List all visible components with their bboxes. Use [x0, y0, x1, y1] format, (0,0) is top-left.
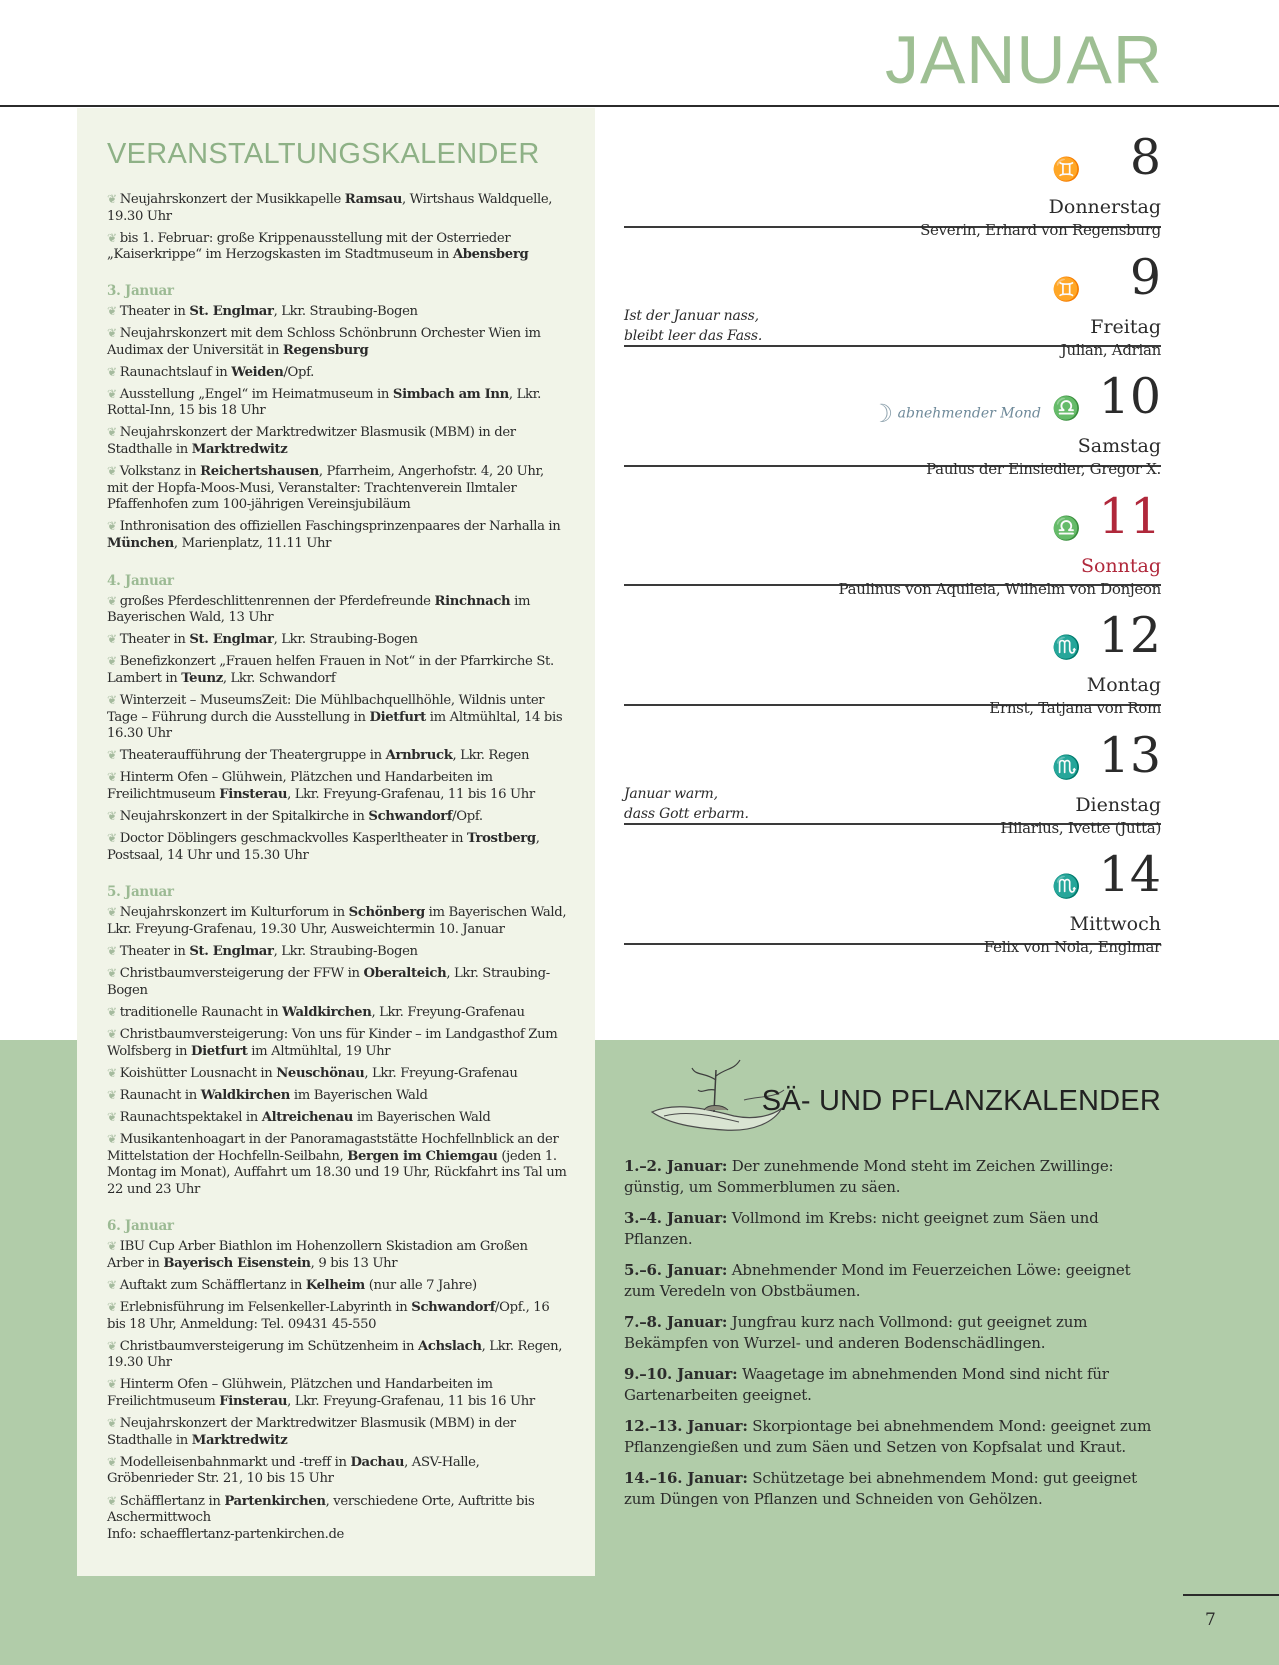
event-text: (nur alle 7 Jahre): [364, 1278, 477, 1293]
leaf-bullet-icon: ❦: [107, 1300, 117, 1315]
day-entry: [624, 108, 1161, 239]
saints-names: Hilarius, Ivette (Jutta): [1000, 818, 1161, 837]
event-text: im Altmühltal, 19 Uhr: [247, 1043, 391, 1059]
leaf-bullet-icon: ❦: [107, 1131, 117, 1146]
event-place: St. Englmar: [189, 632, 274, 648]
event-item: [107, 424, 567, 458]
event-text: Theater in: [119, 632, 190, 648]
event-place: Schwandorf: [411, 1300, 496, 1316]
leaf-bullet-icon: ❦: [107, 944, 117, 959]
event-date-heading: 6. Januar: [107, 1218, 174, 1235]
saints-names: Ernst, Tatjana von Rom: [989, 699, 1161, 717]
event-text: Raunachtspektakel in: [119, 1109, 262, 1125]
event-text: im Bayerischen Wald, 13 Uhr: [107, 593, 531, 626]
event-place: München: [107, 536, 174, 551]
planting-date: 14.–16. Januar:: [624, 1469, 748, 1487]
event-item: [107, 325, 567, 359]
zodiac-sign-icon: ♊: [1052, 157, 1081, 183]
event-text: , Lkr. Rottal-Inn, 15 bis 18 Uhr: [107, 386, 541, 419]
event-text: /Opf.: [283, 364, 315, 380]
event-text: , Lkr. Straubing-Bogen: [273, 944, 418, 960]
weekday: Sonntag: [1080, 554, 1161, 577]
planting-item: [624, 1208, 1161, 1250]
leaf-bullet-icon: ❦: [107, 1278, 117, 1292]
leaf-bullet-icon: ❦: [107, 1004, 117, 1019]
event-text: traditionelle Raunacht in: [119, 1004, 283, 1020]
event-place: St. Englmar: [189, 303, 274, 319]
day-number: 10: [1098, 368, 1161, 425]
event-place: Bergen im Chiemgau: [347, 1148, 498, 1164]
event-text: Raunachtslauf in: [119, 364, 232, 380]
leaf-bullet-icon: ❦: [107, 748, 117, 763]
planting-date: 7.–8. Januar:: [624, 1313, 728, 1331]
event-item: [107, 1299, 567, 1333]
event-place: Kelheim: [305, 1278, 365, 1293]
event-item: [107, 965, 567, 999]
leaf-bullet-icon: ❦: [107, 593, 117, 608]
event-date-heading: 5. Januar: [107, 884, 174, 901]
event-item: [107, 463, 567, 514]
event-text: , Lkr. Freyung-Grafenau: [364, 1065, 518, 1081]
event-text: im Altmühltal, 14 bis 16.30 Uhr: [107, 709, 563, 742]
event-text: , Wirtshaus Waldquelle, 19.30 Uhr: [107, 192, 553, 224]
day-entry: [624, 825, 1161, 956]
event-text: Theater in: [119, 944, 190, 960]
planting-item: [624, 1260, 1161, 1302]
planting-date: 5.–6. Januar:: [624, 1261, 728, 1279]
event-text: Christbaumversteigerung der FFW in: [119, 966, 364, 982]
event-text: , verschiedene Orte, Auftritte bis Aschermittwoch: [107, 1493, 535, 1526]
event-item: [107, 943, 567, 961]
leaf-bullet-icon: ❦: [107, 364, 117, 379]
leaf-bullet-icon: ❦: [107, 1026, 117, 1041]
leaf-bullet-icon: ❦: [107, 1377, 117, 1392]
event-text: , Pfarrheim, Angerhofstr. 4, 20 Uhr, mit der Hopfa-Moos-Musi, Veranstalter: Trachtenverein Ilmtaler Pfaffenhofen zum 100-jährigen Vereinsjubiläum: [107, 464, 544, 513]
weekday: Mittwoch: [1069, 913, 1161, 935]
event-text: Benefizkonzert „Frauen helfen Frauen in Not“ in der Pfarrkirche St. Lambert in: [107, 654, 554, 686]
saying-line: dass Gott erbarm.: [624, 805, 749, 822]
event-item: [107, 518, 567, 552]
weekday: Montag: [1086, 674, 1161, 696]
leaf-bullet-icon: ❦: [107, 230, 117, 245]
event-text: , 9 bis 13 Uhr: [310, 1255, 398, 1271]
event-item: [107, 1493, 567, 1544]
event-text: Raunacht in: [119, 1087, 201, 1103]
planting-item: [624, 1416, 1161, 1458]
event-place: Regensburg: [282, 342, 369, 358]
zodiac-sign-icon: ♊: [1052, 276, 1081, 303]
event-text: , Lkr. Straubing-Bogen: [107, 966, 550, 998]
event-text: im Bayerischen Wald: [352, 1109, 491, 1125]
event-text: , Lkr. Freyung-Grafenau, 11 bis 16 Uhr: [287, 1394, 535, 1410]
leaf-bullet-icon: ❦: [107, 1065, 117, 1080]
event-text: Koishütter Lousnacht in: [119, 1065, 277, 1081]
event-item: [107, 1277, 567, 1295]
event-text: Theateraufführung der Theatergruppe in: [119, 748, 386, 764]
zodiac-sign-icon: ♏: [1052, 635, 1081, 661]
event-text: Inthronisation des offiziellen Faschingsprinzenpaares der Narhalla in: [119, 519, 561, 535]
weather-saying: [624, 306, 762, 346]
waning-moon-icon: ☽: [870, 399, 894, 428]
event-text: Erlebnisführung im Felsenkeller-Labyrinth in: [119, 1300, 412, 1316]
event-text: großes Pferdeschlittenrennen der Pferdefreunde: [119, 593, 435, 609]
saying-line: bleibt leer das Fass.: [624, 327, 763, 344]
leaf-bullet-icon: ❦: [107, 519, 117, 534]
event-text: /Opf.: [452, 809, 483, 825]
event-place: Finsterau: [219, 1394, 288, 1410]
weekday: Donnerstag: [1048, 196, 1161, 218]
zodiac-sign-icon: ♏: [1052, 874, 1081, 900]
event-text: , Marienplatz, 11.11 Uhr: [173, 536, 332, 551]
event-text: , Lkr. Freyung-Grafenau, 11 bis 16 Uhr: [287, 787, 535, 803]
leaf-bullet-icon: ❦: [107, 1239, 117, 1254]
event-text: Musikantenhoagart in der Panoramagaststätte Hochfellnblick an der Mittelstation der Hochfelln-Seilbahn,: [107, 1131, 559, 1164]
event-text: Theater in: [119, 303, 190, 319]
leaf-bullet-icon: ❦: [107, 464, 117, 479]
day-number: 14: [1098, 846, 1161, 903]
weekday: Samstag: [1077, 435, 1161, 457]
leaf-bullet-icon: ❦: [107, 654, 117, 669]
event-place: Reichertshausen: [200, 464, 319, 480]
planting-title: SÄ- UND PFLANZKALENDER: [761, 1085, 1161, 1117]
planting-date: 9.–10. Januar:: [624, 1365, 738, 1383]
event-text: Doctor Döblingers geschmackvolles Kasperltheater in: [119, 831, 467, 847]
event-item: [107, 631, 567, 649]
leaf-bullet-icon: ❦: [107, 831, 117, 846]
event-item: [107, 364, 567, 382]
leaf-bullet-icon: ❦: [107, 770, 117, 785]
saints-names: Severin, Erhard von Regensburg: [920, 221, 1161, 239]
leaf-bullet-icon: ❦: [107, 425, 117, 440]
event-text: , Lkr. Freyung-Grafenau: [371, 1004, 525, 1020]
event-text: Neujahrskonzert der Musikkapelle: [119, 192, 345, 207]
event-item: [107, 303, 567, 321]
event-place: Oberalteich: [363, 966, 447, 982]
event-item: [107, 1065, 567, 1083]
event-item: [107, 808, 567, 826]
leaf-bullet-icon: ❦: [107, 1416, 117, 1431]
event-place: Waldkirchen: [200, 1087, 291, 1103]
event-place: Altreichenau: [261, 1109, 353, 1125]
leaf-bullet-icon: ❦: [107, 966, 117, 981]
weekday: Freitag: [1090, 315, 1161, 338]
event-place: Achslach: [417, 1338, 482, 1354]
saints-names: Julian, Adrian: [1060, 340, 1161, 359]
planting-item: [624, 1156, 1161, 1198]
event-item: [107, 1338, 567, 1372]
saints-names: Felix von Nola, Englmar: [983, 938, 1161, 956]
event-text: , Lkr. Regen: [452, 748, 530, 764]
event-text: Neujahrskonzert der Marktredwitzer Blasmusik (MBM) in der Stadthalle in: [107, 1416, 516, 1448]
event-text: /Opf., 16 bis 18 Uhr, Anmeldung: Tel. 09431 45-550: [107, 1300, 550, 1332]
event-text: Hinterm Ofen – Glühwein, Plätzchen und Handarbeiten im Freilichtmuseum: [107, 770, 493, 803]
event-text: , Lkr. Regen, 19.30 Uhr: [107, 1338, 563, 1371]
event-place: Waldkirchen: [282, 1004, 372, 1020]
event-date-heading: 3. Januar: [107, 282, 174, 299]
event-text: Winterzeit – MuseumsZeit: Die Mühlbachquellhöhle, Wildnis unter Tage – Führung durch die Ausstellung in: [107, 693, 545, 725]
event-text: (jeden 1. Montag im Monat), Auffahrt um 18.30 und 19 Uhr, Rückfahrt ins Tal um 22 und 23 Uhr: [107, 1148, 567, 1197]
moon-phase: [871, 399, 1041, 428]
events-title: VERANSTALTUNGSKALENDER: [107, 138, 540, 170]
event-place: Schönberg: [348, 905, 425, 921]
leaf-bullet-icon: ❦: [107, 325, 117, 340]
moon-phase-label: abnehmender Mond: [897, 405, 1041, 422]
event-place: Weiden: [231, 364, 284, 380]
event-text: Modelleisenbahnmarkt und -treff in: [119, 1454, 351, 1470]
header-rule: [0, 105, 1279, 107]
event-place: Abensberg: [452, 247, 529, 263]
planting-text: Vollmond im Krebs: nicht geeignet zum Säen und Pflanzen.: [624, 1209, 1099, 1248]
event-item: [107, 1004, 567, 1022]
planting-text: Waagetage im abnehmenden Mond sind nicht für Gartenarbeiten geeignet.: [624, 1365, 1109, 1404]
event-item: [107, 191, 567, 225]
event-date-heading: 4. Januar: [107, 572, 174, 589]
leaf-bullet-icon: ❦: [107, 192, 117, 206]
leaf-bullet-icon: ❦: [107, 1493, 117, 1508]
saints-names: Paulus der Einsiedler, Gregor X.: [926, 460, 1161, 478]
leaf-bullet-icon: ❦: [107, 386, 117, 401]
planting-text: Jungfrau kurz nach Vollmond: gut geeignet zum Bekämpfen von Wurzel- und anderen Bodenschädlingen.: [624, 1313, 1088, 1352]
zodiac-sign-icon: ♎: [1052, 515, 1081, 542]
event-place: Finsterau: [219, 787, 288, 803]
event-item: [107, 1238, 567, 1272]
weather-saying: [624, 784, 749, 824]
event-place: Bayerisch Eisenstein: [163, 1255, 311, 1271]
events-panel: [77, 108, 595, 1576]
day-calendar: [624, 108, 1161, 956]
event-text: , Postsaal, 14 Uhr und 15.30 Uhr: [107, 831, 540, 863]
planting-list: [624, 1156, 1161, 1520]
planting-date: 3.–4. Januar:: [624, 1209, 728, 1227]
event-item: [107, 1087, 567, 1105]
zodiac-sign-icon: ♎: [1052, 396, 1081, 422]
event-item: [107, 593, 567, 627]
event-place: Dietfurt: [369, 709, 426, 725]
event-text: Hinterm Ofen – Glühwein, Plätzchen und Handarbeiten im Freilichtmuseum: [107, 1377, 493, 1410]
event-item: [107, 692, 567, 743]
leaf-bullet-icon: ❦: [107, 1087, 117, 1102]
event-text: , Lkr. Straubing-Bogen: [273, 632, 418, 648]
day-number: 13: [1098, 726, 1161, 784]
event-text: , Lkr. Straubing-Bogen: [273, 303, 418, 319]
event-text: Christbaumversteigerung im Schützenheim in: [119, 1338, 418, 1354]
event-text: , ASV-Halle, Gröbenrieder Str. 21, 10 bis 15 Uhr: [107, 1454, 480, 1487]
event-text: Ausstellung „Engel“ im Heimatmuseum in: [119, 386, 393, 402]
page-number: 7: [1205, 1610, 1216, 1630]
event-text: Christbaumversteigerung: Von uns für Kinder – im Landgasthof Zum Wolfsberg in: [107, 1026, 558, 1059]
event-item: [107, 1131, 567, 1198]
planting-date: 1.–2. Januar:: [624, 1157, 728, 1175]
saints-names: Paulinus von Aquileia, Wilhelm von Donjeon: [838, 579, 1161, 598]
day-entry: [624, 586, 1161, 717]
planting-item: [624, 1468, 1161, 1510]
leaf-bullet-icon: ❦: [107, 303, 117, 318]
events-list: [107, 191, 567, 1543]
event-place: Rinchnach: [434, 593, 511, 609]
event-item: [107, 904, 567, 938]
day-entry: [624, 706, 1161, 837]
event-item: [107, 653, 567, 687]
event-place: Arnbruck: [385, 748, 453, 764]
event-text: Volkstanz in: [119, 464, 201, 480]
saying-line: Ist der Januar nass,: [624, 307, 759, 324]
page-number-rule: [1183, 1594, 1279, 1596]
event-item: [107, 1415, 567, 1449]
event-text: Neujahrskonzert im Kulturforum in: [119, 905, 349, 921]
leaf-bullet-icon: ❦: [107, 1338, 117, 1353]
leaf-bullet-icon: ❦: [107, 632, 117, 647]
event-item: [107, 1026, 567, 1060]
planting-text: Schützetage bei abnehmendem Mond: gut geeignet zum Düngen von Pflanzen und Schneiden von Gehölzen.: [624, 1469, 1137, 1508]
event-item: [107, 769, 567, 803]
event-item: [107, 386, 567, 420]
day-number: 12: [1098, 607, 1161, 664]
leaf-bullet-icon: ❦: [107, 809, 117, 824]
event-text: im Bayerischen Wald, Lkr. Freyung-Grafenau, 19.30 Uhr, Ausweichtermin 10. Januar: [107, 905, 567, 937]
event-text: im Bayerischen Wald: [290, 1087, 428, 1103]
event-place: Neuschönau: [276, 1065, 365, 1081]
event-item: [107, 1376, 567, 1410]
day-entry: [624, 228, 1161, 359]
planting-item: [624, 1312, 1161, 1354]
planting-date: 12.–13. Januar:: [624, 1417, 748, 1435]
day-number: 9: [1129, 248, 1161, 306]
event-place: Partenkirchen: [224, 1493, 326, 1509]
leaf-bullet-icon: ❦: [107, 693, 117, 708]
event-text: Neujahrskonzert der Marktredwitzer Blasmusik (MBM) in der Stadthalle in: [107, 425, 516, 458]
event-place: Marktredwitz: [191, 442, 288, 458]
event-place: Marktredwitz: [191, 1432, 288, 1448]
leaf-bullet-icon: ❦: [107, 1109, 117, 1124]
planting-item: [624, 1364, 1161, 1406]
day-entry: [624, 467, 1161, 598]
zodiac-sign-icon: ♏: [1052, 754, 1081, 781]
event-item: [107, 1109, 567, 1127]
event-place: Trostberg: [466, 831, 536, 847]
event-text: Info: schaefflertanz-partenkirchen.de: [107, 1526, 345, 1542]
planting-text: Abnehmender Mond im Feuerzeichen Löwe: geeignet zum Veredeln von Obstbäumen.: [624, 1261, 1131, 1300]
day-entry: [624, 347, 1161, 478]
event-place: St. Englmar: [189, 944, 274, 960]
weekday: Dienstag: [1075, 793, 1161, 816]
month-title: JANUAR: [884, 22, 1163, 98]
day-number: 11: [1098, 487, 1161, 545]
event-item: [107, 230, 567, 264]
event-place: Ramsau: [344, 192, 402, 207]
event-text: , Lkr. Schwandorf: [222, 670, 336, 686]
event-place: Dachau: [350, 1454, 405, 1470]
event-text: bis 1. Februar: große Krippenausstellung mit der Osterrieder „Kaiserkrippe“ im Herzogskasten im Stadtmuseum in: [107, 230, 511, 263]
event-text: IBU Cup Arber Biathlon im Hohenzollern Skistadion am Großen Arber in: [107, 1239, 528, 1271]
leaf-bullet-icon: ❦: [107, 905, 117, 920]
saying-line: Januar warm,: [624, 785, 718, 802]
planting-text: Der zunehmende Mond steht im Zeichen Zwillinge: günstig, um Sommerblumen zu säen.: [624, 1157, 1114, 1196]
day-number: 8: [1129, 129, 1161, 186]
event-item: [107, 747, 567, 765]
planting-text: Skorpiontage bei abnehmendem Mond: geeignet zum Pflanzengießen und zum Säen und Setzen von Kopfsalat und Kraut.: [624, 1417, 1152, 1456]
event-place: Dietfurt: [191, 1043, 248, 1059]
event-text: Neujahrskonzert mit dem Schloss Schönbrunn Orchester Wien im Audimax der Universität in: [107, 325, 541, 358]
event-place: Teunz: [181, 670, 223, 686]
event-item: [107, 830, 567, 864]
event-place: Schwandorf: [368, 809, 453, 825]
event-text: Schäfflertanz in: [119, 1493, 225, 1509]
leaf-bullet-icon: ❦: [107, 1454, 117, 1469]
event-item: [107, 1454, 567, 1488]
event-place: Simbach am Inn: [392, 386, 509, 402]
event-text: Neujahrskonzert in der Spitalkirche in: [119, 809, 369, 825]
event-text: Auftakt zum Schäfflertanz in: [119, 1278, 306, 1293]
